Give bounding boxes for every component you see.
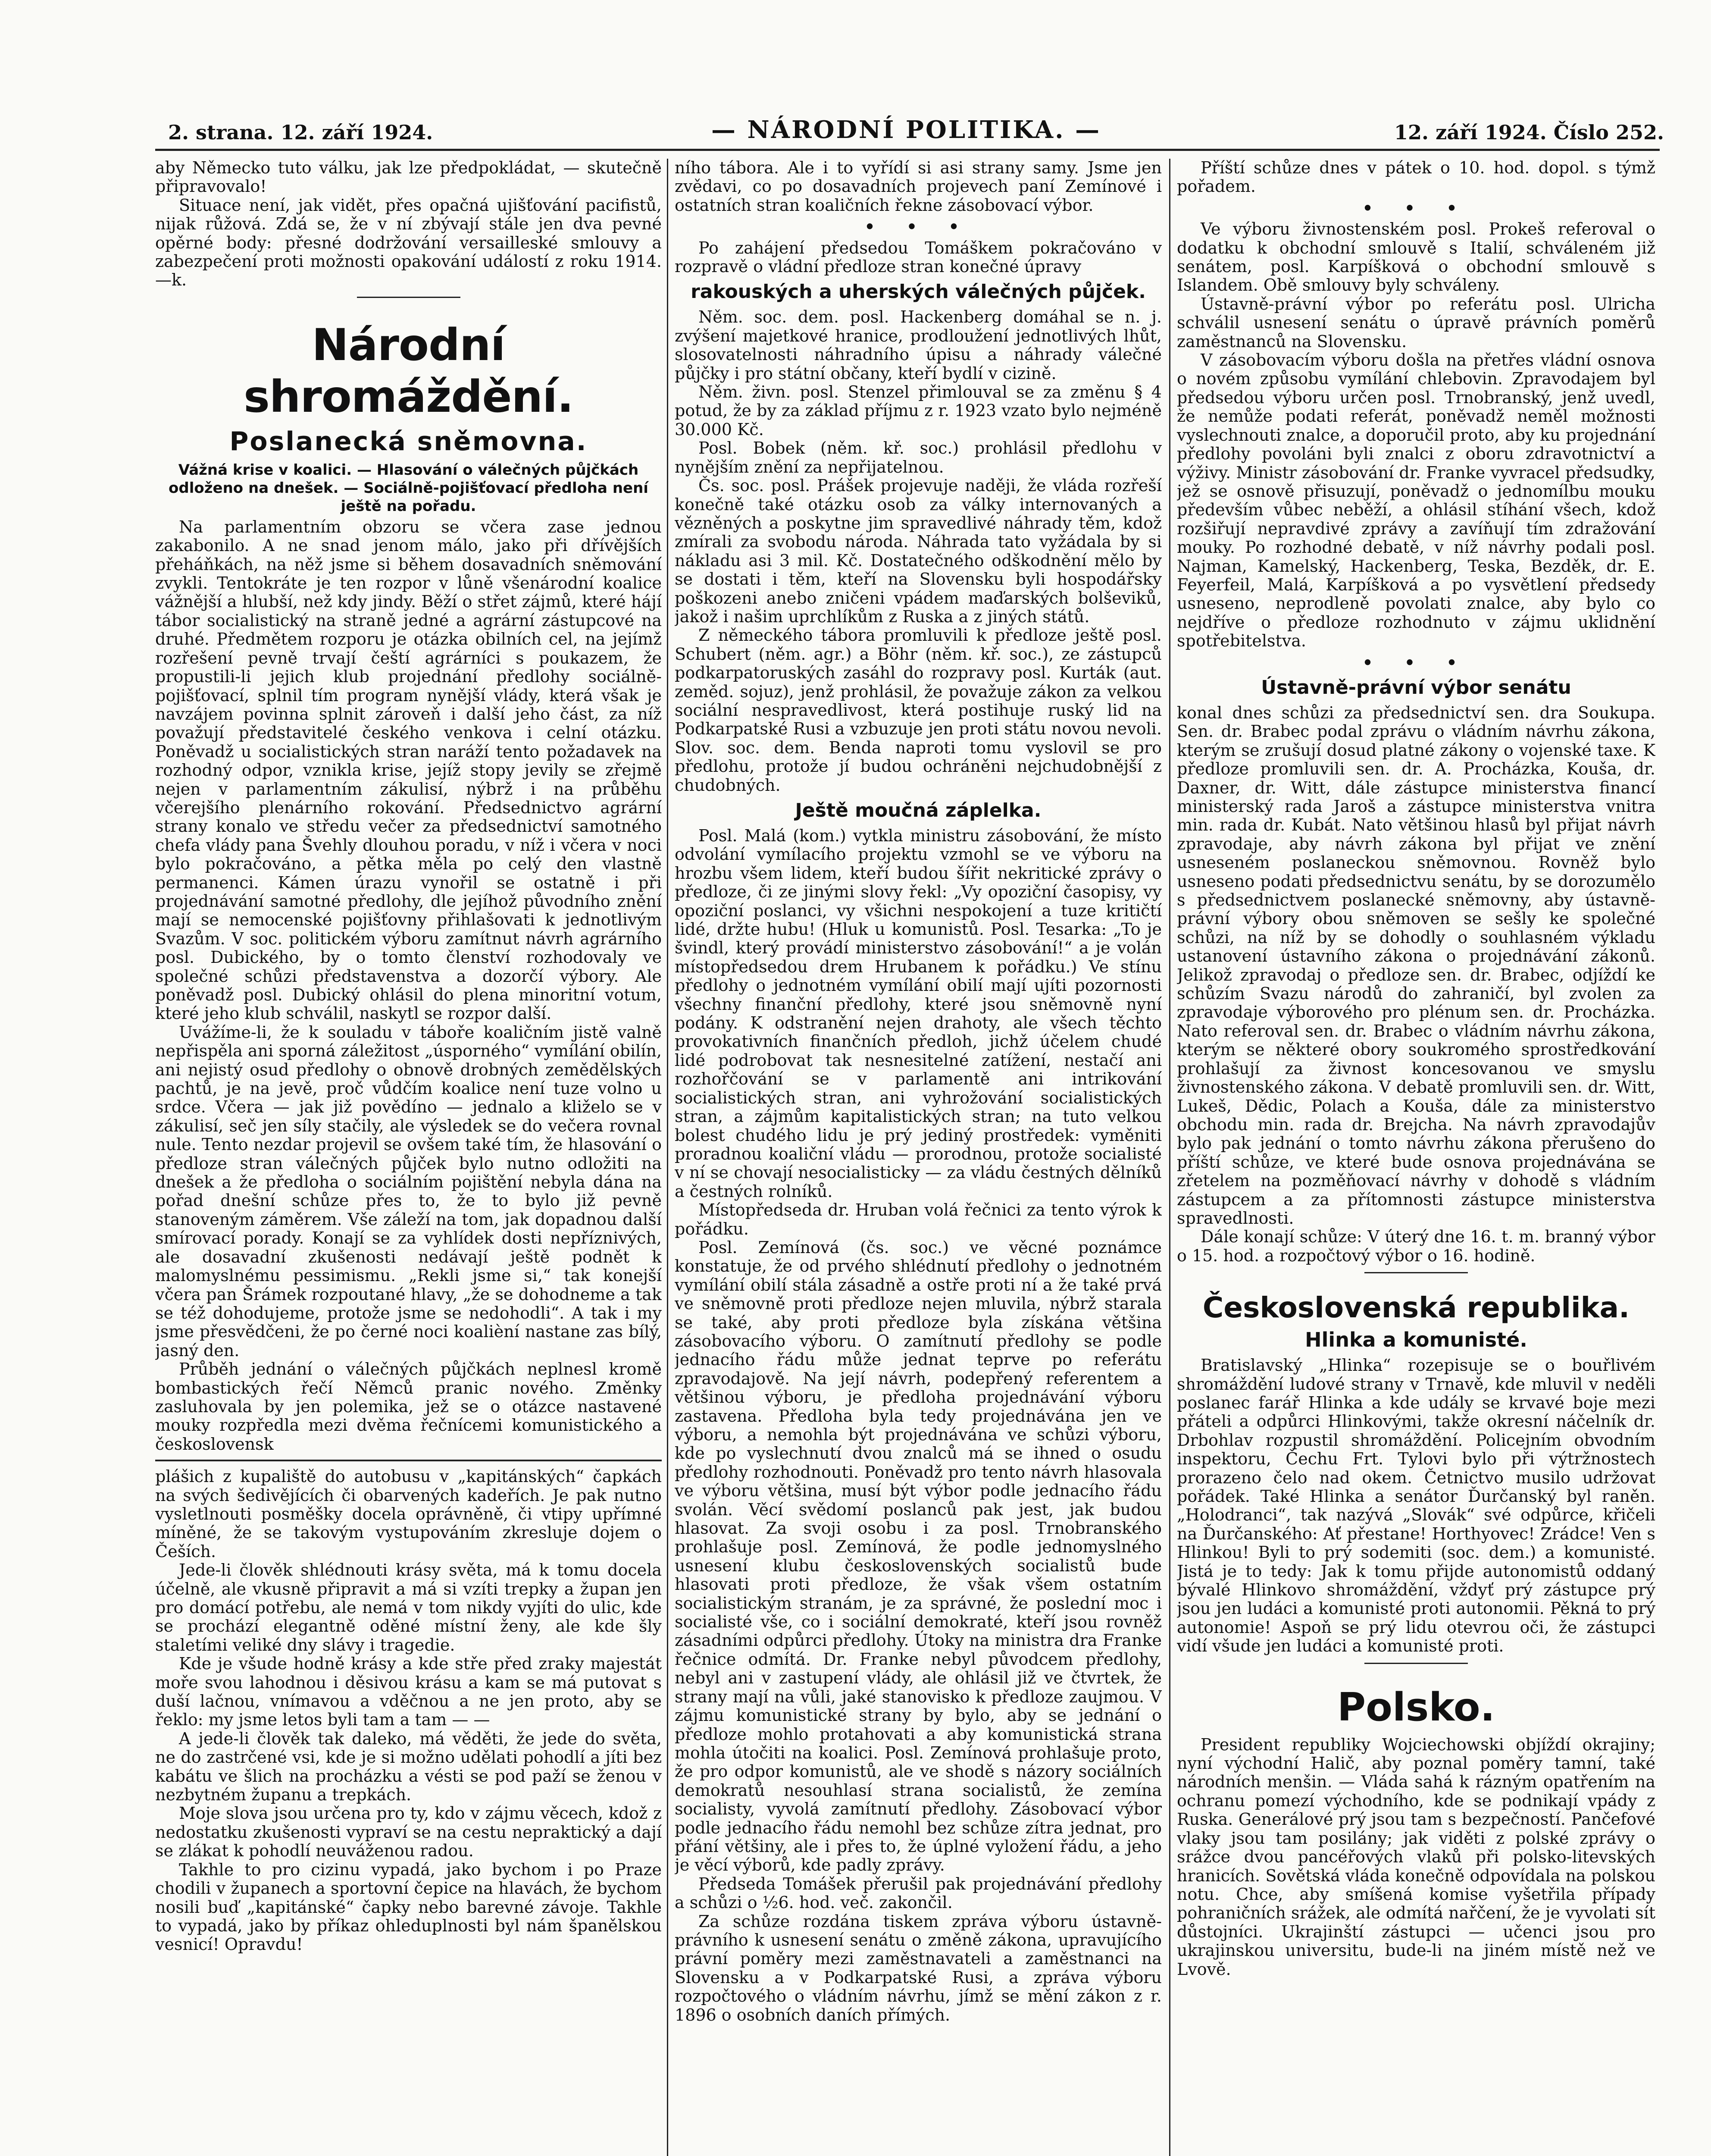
masthead [168,116,1664,146]
article-lead: Vážná krise v koalici. — Hlasování o válečných půjčkách odloženo na dnešek. — Sociálně-pojišťovací předloha není ještě na pořadu. [169,461,648,515]
column-divider-2 [1169,159,1170,2156]
article-paragraph: Dále konají schůze: V úterý dne 16. t. m. branný výbor o 15. hod. a rozpočtový výbor o 16. hodině. [1177,1227,1655,1265]
article-paragraph: Posl. Malá (kom.) vytkla ministru zásobování, že místo odvolání vymílacího projektu vzmohl se ve výboru na hrozbu všem lidem, kteří budou šířit nekritické zprávy o předloze, či ze jinými slovy řekl: „Vy opoziční časopisy, vy opoziční poslanci, vy všichni nespokojení a tuze kritičtí lidé, držte hubu! (Hluk u komunistů. Posl. Tesarka: „To je švindl, který provádí ministerstvo zásobování!“ a je volán místopředsedou drem Hrubanem k pořádku.) Ve stínu předlohy o jednotném vymílání obilí mají ujíti pozornosti všechny finanční předlohy, které jsou sněmovně nyní podány. K odstranění nejen drahoty, ale všech těchto provokativních finančních předloh, jichž účelem chudé lidé podrobovat tak nesnesitelné zatížení, nestačí ani rozhořčování se v parlamentě ani intrikování socialistických stran, ani vyhrožování socialistických stran, a zájmům kapitalistických stran; na tuto velkou bolest chudého lidu je prý jediný prostředek: vyměniti proradnou koaliční vládu — prorodnou, protože socialisté v ní se chovají nesocialisticky — za vládu čestných dělníků a čestných rolníků. [675,826,1162,1201]
section-title: Československá republika. [1202,1291,1630,1325]
article-paragraph: Čs. soc. posl. Prášek projevuje naději, že vláda rozřeší konečně také otázku osob za války internovaných a vězněných a poskytne jim spravedlivé náhrady těm, kdož zmírali za svobodu národa. Náhrada tato vyžádala by si nákladu asi 3 mil. Kč. Dostatečného odškodnění mělo by se dostati i těm, kteří na Slovensku byli hospodářsky poškozeni anebo zničeni vpádem maďarských bolševiků, jakož i našim uprchlíkům z Ruska a z jiných států. [675,476,1162,626]
article-paragraph: Posl. Zemínová (čs. soc.) ve věcné poznámce konstatuje, že od prvého shlédnutí předlohy o jednotném vymílání obilí stála zásadně a ostře proti ní a že také prvá ve sněmovně proti předloze nejen mluvila, nýbrž starala se také, aby proti předloze byla získána většina zásobovacího výboru. O zamítnutí předlohy se podle jednacího řádu může jednat teprve po referátu zpravodajově. Na její návrh, podepřený referentem a většinou výboru, je předloha projednávání výboru zastavena. Předloha byla tedy projednávána jen ve výboru, a nemohla být projednávána ve schůzi výboru, kde po vyslechnutí dvou znalců má se ihned o osudu předlohy rozhodnouti. Poněvadž pro tento návrh hlasovala ve výboru většina, musí být výbor podle jednacího řádu svolán. Věcí svědomí poslanců pak jest, jak budou hlasovat. Za svoji osobu i za posl. Trnobranského prohlašuje posl. Zemínová, že podle jednomyslného usnesení klubu československých socialistů bude hlasovati proti předloze, že však všem ostatním socialistickým stranám, je za správné, že poslední moc i socialisté vše, co i sociální demokraté, kteří jsou rovněž zásadními odpůrci předlohy. Útoky na ministra dra Franke řečnice odmítá. Dr. Franke nebyl původcem předlohy, nebyl ani v zastupení vlády, ale ohlásil již ve čtvrtek, že strany mají na vůli, jaké stanovisko k předloze zaujmou. V zájmu komunistické strany by bylo, aby se jednání o předloze mohlo protahovati a aby komunistická strana mohla útočiti na koalici. Posl. Zemínová prohlašuje proto, že pro odpor komunistů, ale ve shodě s názory sociálních demokratů nesouhlasí strana socialistů, že zemína socialisty, vyvolá zamítnutí předlohy. Zásobovací výbor podle jednacího řádu nemohl bez schůze zítra jednat, pro přání většiny, ale i přes to, že úplné vyložení řádu, a jeho je věcí výborů, kde padly zprávy. [675,1238,1162,1875]
article-paragraph: President republiky Wojciechowski objíždí okrajiny; nyní východní Halič, aby poznal poměry tamní, také národních menšin. — Vláda sahá k rázným opatřením na ochranu pomezí východního, kde se podnikají vpády z Ruska. Generálové prý jsou tam s bezpečností. Pančefové vlaky jsou tam posilány; jak viděti z polské zprávy o srážce dvou pancéřových vlaků při polsko-litevských hranicích. Sovětská vláda konečně odpovídala na polskou notu. Chce, aby smíšená komise vyšetřila případy pohraničních srážek, ale odmítá nařčení, že je vyvolati sít důstojníci. Ukrajinští zástupci — učenci jsou pro ukrajinskou universitu, bude-li na jiném místě než ve Lvově. [1177,1735,1655,1979]
article-paragraph: Něm. soc. dem. posl. Hackenberg domáhal se n. j. zvýšení majetkové hranice, prodloužení jednotlivých lhůt, slosovatelnosti náhradního úpisu a náhrady válečné půjčky i pro státní občany, kteří bydlí v cizině. [675,307,1162,383]
column-1 [155,159,662,2156]
article-paragraph: Průběh jednání o válečných půjčkách neplnesl kromě bombastických řečí Němců pranic nového. Změnky zasluhovala by jen polemika, jež se o otázce nastavené mouky rozpředla mezi dvěma řečnícemi komunistického a československ [155,1360,662,1454]
article-paragraph: Příští schůze dnes v pátek o 10. hod. dopol. s týmž pořadem. [1177,159,1655,196]
article-paragraph: Předseda Tomášek přerušil pak projednávání předlohy a schůzi o ½6. hod. več. zakončil. [675,1874,1162,1912]
feuilleton-paragraph: Takhle to pro cizinu vypadá, jako bychom i po Praze chodili v županech a sportovní čepice na hlavách, že bychom nosili buď „kapitánské“ čapky nebo barevné závoje. Takhle to vypadá, jako by příkaz ohleduplnosti byl nám španělskou vesnicí! Opravdu! [155,1860,662,1954]
intro-paragraph: aby Německo tuto válku, jak lze předpokládat, — skutečně připravovalo! [155,159,662,196]
intro-paragraph: Situace není, jak vidět, přes opačná ujišťování pacifistů, nijak růžová. Zdá se, že v ní zbývají stále jen dva pevné opěrné body: přesné dodržování versailleské smlouvy a zabezpečení proti možnosti opakování událostí z roku 1914. —k. [155,195,662,290]
column-3 [1177,159,1655,2156]
section-divider [357,297,460,298]
section-divider [1364,1663,1468,1664]
feuilleton-paragraph: plášich z kupaliště do autobusu v „kapitánských“ čapkách na svých šedivějících či obarvených kadeřích. Je pak nutno vysletlnouti posměšky docela oprávněně, či vtipy upřímné míněné, že se takovým vystupováním zkresluje dojem o Češích. [155,1467,662,1561]
separator-dots: • • • [864,217,972,237]
section-title: Národní shromáždění. [244,319,573,423]
article-paragraph: Na parlamentním obzoru se včera zase jednou zakabonilo. A ne snad jenom málo, jako při dřívějších přeháňkách, na něž jsme si během dosavadních sněmování zvykli. Tentokráte je ten rozpor v lůně všenárodní koalice vážnější a hlubší, než kdy jindy. Běží o střet zájmů, které hájí tábor socialistický na straně jedné a agrární zástupcové na druhé. Předmětem rozporu je otázka obilních cel, na jejímž rozřešení pevně trvají čeští agrárníci s poukazem, že propustili-li jejich klub projednání předlohy sociálně-pojišťovací, splnil tím program nynější vlády, která však je navzájem povinna splnit zároveň i další jeho část, za níž považují představitelé českého venkova i celní otázku. Poněvadž u socialistických stran naráží tento požadavek na rozhodný odpor, vznikla krise, jejíž stopy jevily se zřejmě nejen v parlamentním zákulisí, nýbrž i na průběhu včerejšího plenárního rokování. Předsednictvo agrární strany konalo ve středu večer za předsednictví samotného chefa vlády pana Švehly dlouhou poradu, v níž i včera v noci bylo pokračováno, a pětka měla po celý den vlastně permanenci. Kámen úrazu vynořil se ostatně i při projednávání samotné předlohy, dle jejíhož původního znění mají se nemocenské pojišťovny přihlašovati k jednotlivým Svazům. V soc. politickém výboru zamítnut návrh agrárního posl. Dubického, by o tomto členství rozhodovaly ve společné schůzi představenstva a dozorčí výbory. Ale poněvadž posl. Dubický ohlásil do plena minoritní votum, které jeho klub schválil, naskytl se rozpor další. [155,517,662,1023]
feuilleton-paragraph: A jede-li člověk tak daleko, má věděti, že jede do světa, ne do zastrčené vsi, kde je si možno udělati pohodlí a jíti bez kabátu ve šlich na procházku a vésti se pod paží se ženou v nezbytném županu a trepkách. [155,1729,662,1805]
article-paragraph: Ve výboru živnostenském posl. Prokeš referoval o dodatku k obchodní smlouvě s Italií, schváleném již senátem, posl. Karpíšková o obchodní smlouvě s Islandem. Obě smlouvy byly schváleny. [1177,219,1655,295]
article-heading: Hlinka a komunisté. [1305,1328,1527,1352]
article-paragraph: Posl. Bobek (něm. kř. soc.) prohlásil předlohu v nynějším znění za nepřijatelnou. [675,439,1162,476]
article-paragraph: V zásobovacím výboru došla na přetřes vládní osnova o novém způsobu vymílání chlebovin. Zpravodajem byl předsedou výboru určen posl. Trnobranský, jenž uvedl, že nemůže podati referát, poněvadž neměl možnosti vyslechnouti znalce, a doporučil proto, aby ku projednání předlohy povoláni byli znalci z oboru zdravotnictví a výživy. Ministr zásobování dr. Franke vyvracel předsudky, jež se osnově přisuzují, poněvadž o jednomílbu mouku především vůbec neběží, a ohlásil stíhání všech, kdož rozšiřují nepravdivé zprávy a zavíňují tím zdražování mouky. Po rozhodné debatě, v níž návrhy podali posl. Najman, Kamelský, Hackenberg, Teska, Bezděk, dr. E. Feyerfeil, Malá, Karpíšková a po vysvětlení předsedy usneseno, neprodleně povolati znalce, aby bylo co nejdříve o předloze rozhodnuto v zájmu ukl​idnění spotřebitelstva. [1177,351,1655,651]
article-paragraph: Za schůze rozdána tiskem zpráva výboru ústavně-právního k usnesení senátu o změně zákona, upravujícího právní poměry mezi zaměstnavateli a zaměstnanci na Slovensku a v Podkarpatské Rusi, a zpráva výboru rozpočtového o vládním návrhu, jímž se mění zákon z r. 1896 o osobních daních přímých. [675,1912,1162,2024]
column-divider-1 [667,159,668,2156]
separator-dots: • • • [1362,652,1470,672]
column-2 [675,159,1162,2156]
masthead-issue: 12. září 1924. Číslo 252. [1394,121,1664,144]
separator-dots: • • • [1362,198,1470,218]
article-paragraph: Ústavně-právní výbor po referátu posl. Ulricha schválil usnesení senátu o úpravě právních poměrů zaměstnanců na Slovensku. [1177,294,1655,351]
article-heading: Ještě moučná záplelka. [795,799,1042,821]
masthead-date-page: 2. strana. 12. září 1924. [168,121,433,144]
section-subtitle: Poslanecká sněmovna. [229,426,588,457]
section-divider [1364,1272,1468,1273]
article-paragraph: Něm. živn. posl. Stenzel přimlouval se za změnu § 4 potud, že by za základ příjmu z r. 1923 vzato bylo nejméně 30.000 Kč. [675,382,1162,439]
masthead-title: — NÁRODNÍ POLITIKA. — [711,116,1101,144]
article-paragraph: Po zahájení předsedou Tomáškem pokračováno v rozpravě o vládní předloze stran konečné úpravy [675,238,1162,276]
feuilleton-paragraph: Moje slova jsou určena pro ty, kdo v zájmu věcech, kdož z nedostatku zkušenosti vypraví se na cestu nepraktický a dají se zlákat k pohodlí neuváženou radou. [155,1804,662,1861]
feuilleton-rule [155,1460,662,1461]
section-title: Polsko. [1337,1684,1495,1730]
article-paragraph: Z německého tábora promluvili k předloze ještě posl. Schubert (něm. agr.) a Böhr (něm. kř. soc.), ze zástupců podkarpatoruských zasáhl do rozpravy posl. Kurták (aut. zeměd. sojuz), jenž prohlásil, že považuje zákon za velkou sociální nespravedlivost, která postihuje ruský lid na Podkarpatské Rusi a vzbuzuje jen proti státu novou nevoli. Slov. soc. dem. Benda naproti tomu vyslovil se pro předlohu, protože jí budou ochráněni nejchudobnější z chudobných. [675,626,1162,795]
article-heading: Ústavně-právní výbor senátu [1261,676,1571,699]
article-heading: rakouských a uherských válečných půjček. [691,281,1146,303]
article-paragraph: ního tábora. Ale i to vyřídí si asi strany samy. Jsme jen zvědavi, co po dosavadních projevech paní Zemínové i ostatních stran koaličních řekne zásobovací výbor. [675,159,1162,215]
masthead-rule [155,149,1660,151]
feuilleton-paragraph: Jede-li člověk shlédnouti krásy světa, má k tomu docela účelně, ale vkusně připravit a má si vzíti trepky a župan jen pro domácí potřebu, ale nemá v tom nikdy vyjíti do ulic, kde se prochází elegantně oděné místní ženy, ale kde šly staletími veliké dny slávy i tragedie. [155,1561,662,1655]
article-paragraph: Bratislavský „Hlinka“ rozepisuje se o bouřlivém shromáždění ludové strany v Trnavě, kde mluvil v neděli poslanec farář Hlinka a kde udály se krvavé boje mezi přáteli a odpůrci Hlinkovými, takže okresní náčelník dr. Drbohlav rozpustil shromáždění. Policejním obvodním inspektoru, Čechu Frt. Tylovi bylo při výtržnostech prorazeno čelo nad okem. Četnictvo musilo udržovat pořádek. Také Hlinka a senátor Ďurčanský byl raněn. „Holodranci“, tak nazývá „Slovák“ své odpůrce, křičeli na Ďurčanského: Ať přestane! Horthyovec! Zrádce! Ven s Hlinkou! Byli to prý sodemiti (soc. dem.) a komunisté. Jistá je to tedy: Jak k tomu přijde autonomistů oddaný bývalé Hlinkovo shromáždění, vždyť prý zástupce prý jsou jen ludáci a komunisté proti autonomii. Pěkná to prý autonomie! Aspoň se prý lidu otevrou oči, že zástupci vidí všude jen ludáci a komunisté proti. [1177,1356,1655,1656]
feuilleton-paragraph: Kde je všude hodně krásy a kde stře před zraky majestát moře svou lahodnou i děsivou krásu a kam se má putovat s duší lačnou, vnímavou a vděčnou a ne jen proto, aby se řeklo: my jsme letos byli tam a tam — — [155,1654,662,1730]
article-paragraph: Místopředseda dr. Hruban volá řečnici za tento výrok k pořádku. [675,1200,1162,1238]
article-paragraph: konal dnes schůzi za předsednictví sen. dra Soukupa. Sen. dr. Brabec podal zprávu o vládním návrhu zákona, kterým se zrušují dosud platné zákony o vojenské taxe. K předloze promluvili sen. dr. A. Procházka, Kouša, dr. Daxner, dr. Witt, dále zástupce ministerstva financí ministerský rada Jaroš a zástupce ministerstva vnitra min. rada dr. Kubát. Nato většinou hlasů byl přijat návrh zpravodaje, aby návrh zákona byl přijat ve znění usneseném poslaneckou sněmovnou. Rovněž bylo usneseno podati předsednictvu senátu, by se dorozumělo s předsednictvem poslanecké sněmovny, aby ústavně-právní výbory obou sněmoven se sešly ke společné schůzi, na níž by se dohodly o souhlasném výkladu ustanovení ústavního zákona o projednávání zákonů. Jelikož zpravodaj o předloze sen. dr. Brabec, odjíždí ke schůzím Svazu národů do zahraničí, byl zvolen za zpravodaje výborového pro plénum sen. dr. Procházka. Nato referoval sen. dr. Brabec o vládním návrhu zákona, kterým se některé obory soukromého sprostředkování prohlašují za živnost koncesovanou ve smyslu živnostenského zákona. V debatě promluvili sen. dr. Witt, Lukeš, Dědic, Polach a Kouša, dále za ministerstvo obchodu min. rada dr. Brejcha. Na návrh zpravodajův bylo pak jednání o tomto návrhu zákona přerušeno do příští schůze, ve které bude osnova projednávána se zřetelem na pozměňovací návrhy v dohodě s vládním zástupcem a za přítomnosti zástupce ministerstva spravedlnosti. [1177,703,1655,1228]
article-paragraph: Uvážíme-li, že k souladu v táboře koaličním jistě valně nepřispěla ani sporná záležitost „úsporného“ vymílání obilín, ani nejistý osud předlohy o obnově drobných zemědělských pachtů, je na jevě, proč vůdčím koalice není tuze volno u srdce. Včera — jak již povědíno — jednalo a kliželo se v zákulisí, seč jen síly stačily, ale výsledek se do večera rovnal nule. Tento nezdar projevil se ovšem také tím, že hlasování o předloze stran válečných půjček bylo nutno odložiti na dnešek a že předloha o sociálním pojištění nebyla dána na pořad dnešní schůze přes to, že to bylo již pevně stanoveným záměrem. Vše záleží na tom, jak dopadnou další smírovací porady. Konají se za vyhlídek dosti nepříznivých, ale dosavadní zkušenosti nedávají ještě podnět k malomyslnému pessimismu. „Rekli jsme si,“ tak konejší včera pan Šrámek rozpoutané hlavy, „že se dohodneme a tak se též dohodujeme, protože jsme se nedohodli“. A tak i my jsme přesvědčeni, že po černé noci koalièní nastane zas bílý, jasný den. [155,1022,662,1360]
